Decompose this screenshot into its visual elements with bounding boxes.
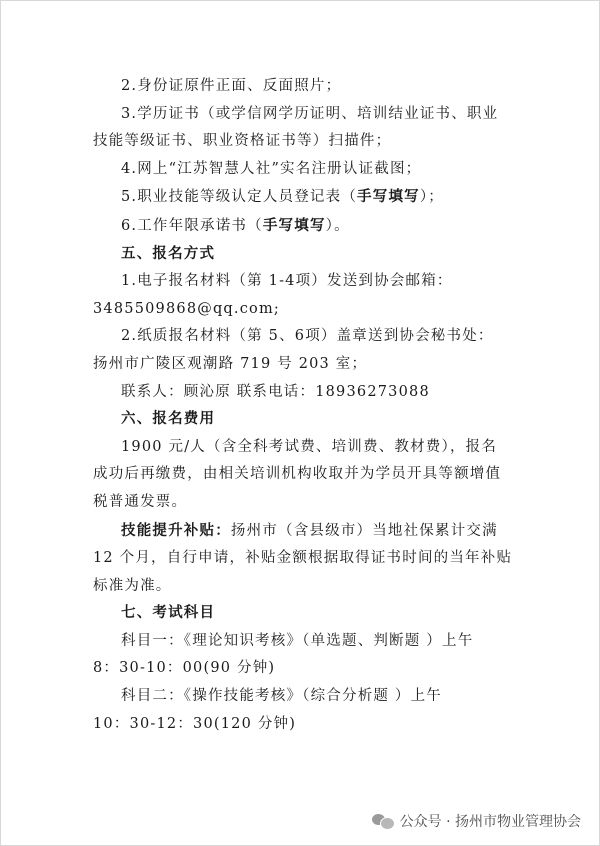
subsidy-paragraph-line-3: 标准为准。: [93, 577, 172, 594]
item-registration-form-end: ）；: [419, 189, 445, 206]
item-education-cert-cont: 技能等级证书、职业资格证书等）扫描件；: [93, 133, 392, 150]
fee-paragraph-line-3: 税普通发票。: [93, 493, 188, 510]
fee-paragraph-line-1: 1900 元/人（含全科考试费、培训费、教材费），报名: [121, 438, 498, 455]
item-id-photo: 2.身份证原件正面、反面照片；: [121, 78, 342, 94]
watermark-text: 公众号 · 扬州市物业管理协会: [399, 814, 581, 830]
item-registration-form-text: 5.职业技能等级认定人员登记表（: [121, 189, 358, 206]
fee-paragraph-line-2: 成功后再缴费，由相关培训机构收取并为学员开具等额增值: [93, 466, 502, 483]
subsidy-text: 扬州市（含县级市）当地社保累计交满: [230, 522, 498, 539]
item-registration-form: [93, 183, 513, 212]
item-work-years-pledge-end: ）。: [325, 217, 350, 234]
subject-one-time: 8：30-10：00(90 分钟): [93, 660, 276, 677]
subject-two-time: 10：30-12：30(120 分钟): [93, 715, 297, 732]
secretariat-address: 扬州市广陵区观潮路 719 号 203 室；: [93, 355, 368, 372]
section-heading-exam-subjects: 七、考试科目: [121, 605, 216, 622]
section-heading-registration-method: 五、报名方式: [121, 245, 216, 262]
contact-info: 联系人：顾沁原 联系电话：18936273088: [121, 383, 430, 400]
item-work-years-pledge-handwrite: 手写填写: [262, 216, 326, 234]
wechat-icon: [372, 813, 394, 829]
subject-two: 科目二：《操作技能考核》（综合分析题 ）上午: [121, 688, 443, 705]
subsidy-paragraph-line-1: [93, 517, 513, 546]
item-registration-form-handwrite: 手写填写: [357, 188, 420, 206]
item-education-cert: 3.学历证书（或学信网学历证明、培训结业证书、职业: [121, 105, 499, 122]
subject-one: 科目一：《理论知识考核》（单选题、判断题 ）上午: [121, 632, 474, 649]
item-realname-screenshot: 4.网上“江苏智慧人社”实名注册认证截图；: [121, 160, 422, 177]
item-work-years-pledge: [93, 212, 513, 241]
section-heading-registration-fee: 六、报名费用: [121, 411, 216, 428]
association-email: 3485509868@qq.com;: [93, 300, 281, 317]
subsidy-label: 技能提升补贴：: [121, 521, 231, 539]
paper-materials: 2.纸质报名材料（第 5、6项）盖章送到协会秘书处：: [121, 328, 494, 345]
wechat-watermark: [372, 811, 581, 831]
item-work-years-pledge-text: 6.工作年限承诺书（: [121, 217, 263, 234]
electronic-materials: 1.电子报名材料（第 1-4项）发送到协会邮箱：: [121, 273, 453, 290]
document-body: [93, 73, 513, 738]
subsidy-paragraph-line-2: 12 个月，自行申请，补贴金额根据取得证书时间的当年补贴: [93, 550, 513, 567]
